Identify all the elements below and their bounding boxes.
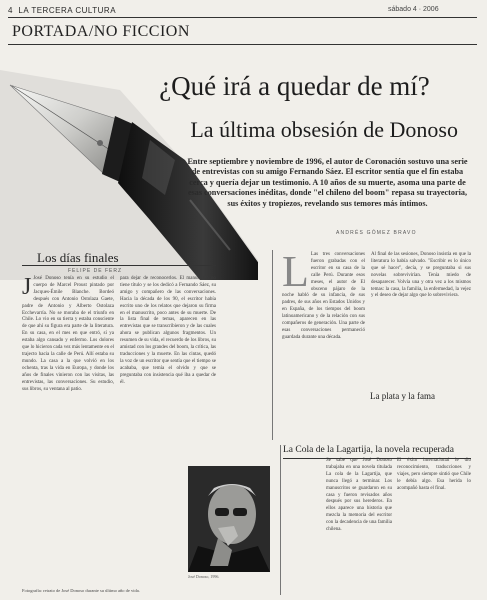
sidebar-text: Se sabe que José Donoso trabajaba en una novela titulada La cola de la Lagartija, que nunca llegó a terminar. Los manuscritos se guardaron en su casa y fueron revisados años después por sus herederos. En ellos aparece una historia que mezcla la memoria del escritor con la decadencia de una familia chilena.	[326, 458, 392, 533]
page-header	[8, 6, 116, 15]
page-number: 4	[8, 6, 13, 15]
section-title: PORTADA/NO FICCION	[12, 23, 190, 40]
subheadline: La última obsesión de Donoso	[190, 117, 458, 142]
article-column-1-text: José Donoso tenía en su estudio el cuerpo de Marcel Proust pintado por Jacques-Émile Blanche. Bordeó después con Antonio Ostolaza Gaete, padre de Antonio y Alberto Ostolaza Ecchevarría. No se moraba de el triunfo en Chile. Lo vio en su tierra y estaba consciente de que ahí su figura era parte de la literatura. En su casa, en el mes en que entró, sí ya estaba algo cansado y enfermo. Los dolores que lo hicieron cada vez más lentamente en el trajecto hacia la calle de Perú. Allí estaba su mundo. La casa a la que volvió en los ochenta, tras la vida en Europa, y donde los años de finales vinieron con las visitas, las entrevistas, las conversaciones. Su estudio, sus libros, su ventana al patio.	[22, 276, 114, 392]
article-byline: FELIPE DE FERZ	[68, 268, 123, 274]
article-column-1	[22, 276, 114, 393]
top-rule	[8, 17, 477, 18]
sidebar-title: La Cola de la Lagartija, la novela recuperada	[283, 445, 454, 455]
article-column-3	[282, 247, 365, 342]
issue-date: sábado 4 · 2006	[388, 6, 439, 13]
photo-caption: José Donoso, 1996.	[188, 574, 220, 579]
column-divider	[272, 250, 273, 440]
sidebar-divider	[280, 445, 281, 595]
article-column-2: para dejar de reconocerlos. El manuscrito no tiene título y se los dedicó a Fernando Sáez, su amigo y compañero de las conversaciones. Hacia la década de los 90, el escritor había escrito uno de los relatos que dejaron su firma en el manuscrito, poco antes de su muerte. De la lista final de temas, aparecen en las entrevistas que se transcribieron y de las cuales ahora se publican algunos fragmentos. Un resumen de su vida, el recuerdo de los libros, su amistad con los grandes del boom, la crítica, las traducciones y la muerte. En las cintas, quedó la voz de un escritor que sentía que el tiempo se acababa, que temía el olvido y que se preguntaba con insistencia qué iba a quedar de él.	[120, 276, 216, 385]
drop-cap: J	[22, 274, 32, 300]
article-caption: Fotografía: retrato de José Donoso durante su último año de vida.	[22, 588, 140, 593]
lead-paragraph: Entre septiembre y noviembre de 1996, el autor de Coronación sostuvo una serie de entrevistas con su amigo Fernando Sáez. El escritor sentía que el fin estaba cerca y quería dejar un testimonio. A 10 años de su muerte, asoma una parte de esas conversaciones inéditas, donde "el chileno del boom" repasa su trayectoria, sus éxitos y tropiezos, revelando sus temores más íntimos.	[187, 157, 468, 208]
section-mark: LA TERCERA CULTURA	[18, 6, 117, 15]
subhead-plata-fama: La plata y la fama	[370, 391, 435, 401]
large-initial: L	[282, 247, 309, 296]
byline: ANDRÉS GÓMEZ BRAVO	[336, 230, 417, 236]
article-heading: Los días finales	[37, 250, 119, 265]
article-column-4: Al final de las sesiones, Donoso insistía en que la literatura lo había salvado. "Escribir es lo único que sé hacer", decía, y se preguntaba si sus novelas sobrevivirían. Tenía miedo de desaparecer. Volvía una y otra vez a los mismos temas: la casa, la familia, la enfermedad, la vejez y el deseo de dejar algo que lo sobreviviera.	[371, 252, 471, 299]
section-rule	[8, 44, 477, 45]
donoso-photo	[188, 466, 270, 572]
article-column-6: El éxito internacional le dio reconocimiento, traducciones y viajes, pero siempre sintió que Chile le debía algo. Esa herida lo acompañó hasta el final.	[397, 458, 471, 491]
article-column-3-text: Las tres conversaciones fueron grabadas con el escritor en su casa de la calle Perú. Durante esos meses, el autor de El obsceno pájaro de la noche habló de su infancia, de sus padres, de sus años en Estados Unidos y en España, de los tiempos del boom latinoamericano y de la relación con sus compañeros de generación. Una parte de esas conversaciones permaneció guardada durante una década.	[282, 252, 365, 340]
article-rule	[22, 265, 216, 266]
headline: ¿Qué irá a quedar de mí?	[159, 71, 430, 101]
